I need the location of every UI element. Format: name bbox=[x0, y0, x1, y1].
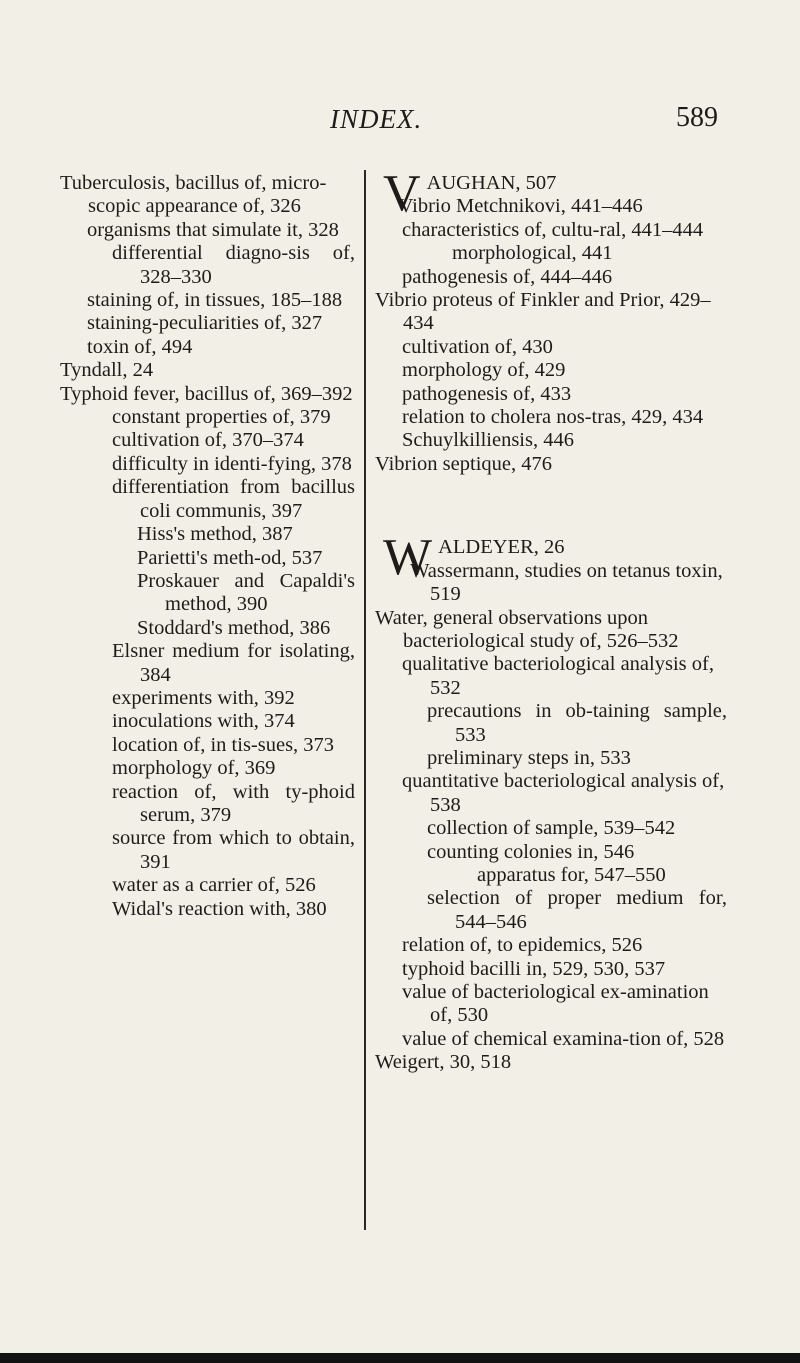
index-entry-text: source from which to obtain, 391 bbox=[112, 827, 355, 873]
index-entry-text: toxin of, 494 bbox=[87, 335, 193, 358]
index-entry-text: Tyndall, 24 bbox=[60, 359, 154, 382]
index-entry bbox=[60, 781, 355, 828]
index-entry-text: constant properties of, 379 bbox=[112, 406, 331, 429]
index-entry-text: organisms that simulate it, 328 bbox=[87, 218, 339, 241]
index-entry-text: morphology of, 369 bbox=[112, 757, 276, 780]
index-entry-text: inoculations with, 374 bbox=[112, 710, 295, 733]
index-entry bbox=[375, 864, 727, 887]
index-entry bbox=[60, 406, 355, 429]
index-entry-text: Typhoid fever, bacillus of, 369–392 bbox=[60, 382, 353, 405]
index-entry bbox=[60, 898, 355, 921]
index-entry bbox=[60, 289, 355, 312]
index-entry bbox=[60, 429, 355, 452]
index-entry-text: preliminary steps in, 533 bbox=[427, 746, 631, 769]
index-entry bbox=[375, 195, 727, 218]
index-column-left bbox=[60, 172, 355, 921]
index-entry bbox=[375, 406, 727, 429]
index-entry bbox=[60, 687, 355, 710]
index-entry bbox=[375, 383, 727, 406]
index-entry-text: staining of, in tissues, 185–188 bbox=[87, 289, 343, 312]
index-entry-text: counting colonies in, 546 bbox=[427, 840, 635, 863]
index-entry bbox=[60, 219, 355, 242]
index-entry bbox=[375, 1051, 727, 1074]
index-entry bbox=[375, 359, 727, 382]
index-entry-text: difficulty in identi-fying, 378 bbox=[112, 452, 352, 475]
index-entry bbox=[60, 523, 355, 546]
index-entry-text: Vibrion septique, 476 bbox=[375, 452, 552, 475]
index-entry-text: value of chemical examina-tion of, 528 bbox=[402, 1027, 725, 1050]
index-entry bbox=[375, 453, 727, 476]
index-entry-text: water as a carrier of, 526 bbox=[112, 874, 316, 897]
index-entry bbox=[375, 429, 727, 452]
index-entry-text: Schuylkilliensis, 446 bbox=[402, 429, 574, 452]
index-entry bbox=[60, 242, 355, 289]
index-entry-text: pathogenesis of, 433 bbox=[402, 382, 572, 405]
index-entry-text: precautions in ob-taining sample, 533 bbox=[427, 700, 727, 746]
index-entry bbox=[375, 817, 727, 840]
index-entry-text: Vibrio Metchnikovi, 441–446 bbox=[398, 195, 643, 218]
index-column-right bbox=[375, 165, 727, 1075]
index-entry bbox=[60, 827, 355, 874]
drop-cap: W bbox=[383, 529, 433, 587]
index-entry-text: relation of, to epidemics, 526 bbox=[402, 934, 643, 957]
index-entry bbox=[375, 219, 727, 242]
index-entry-text: Stoddard's method, 386 bbox=[137, 616, 331, 639]
index-entry-text: cultivation of, 370–374 bbox=[112, 429, 304, 452]
index-entry-text: staining-peculiarities of, 327 bbox=[87, 312, 323, 335]
scan-bottom-edge bbox=[0, 1353, 800, 1363]
index-entry-text: cultivation of, 430 bbox=[402, 335, 553, 358]
index-entry-text: characteristics of, cultu-ral, 441–444 bbox=[402, 218, 704, 241]
index-entry bbox=[375, 266, 727, 289]
index-entry-text: Tuberculosis, bacillus of, micro-scopic appearance of, 326 bbox=[60, 172, 327, 218]
index-entry bbox=[60, 359, 355, 382]
index-entry bbox=[60, 757, 355, 780]
index-entry-text: differential diagno-sis of, 328–330 bbox=[112, 242, 355, 288]
index-entry bbox=[60, 734, 355, 757]
index-entry bbox=[375, 747, 727, 770]
index-entry bbox=[60, 476, 355, 523]
index-entry bbox=[60, 640, 355, 687]
index-entry-text: quantitative bacteriological analysis of, 538 bbox=[402, 770, 725, 816]
index-entry bbox=[60, 617, 355, 640]
index-entry-text: differentiation from bacillus coli communis, 397 bbox=[112, 476, 355, 522]
index-entry-text: reaction of, with ty-phoid serum, 379 bbox=[112, 780, 355, 826]
index-entry-text: ALDEYER, 26 bbox=[438, 536, 565, 559]
column-divider bbox=[364, 170, 366, 1230]
index-entry bbox=[60, 547, 355, 570]
index-entry-text: experiments with, 392 bbox=[112, 686, 295, 709]
index-entry bbox=[60, 453, 355, 476]
index-entry bbox=[60, 874, 355, 897]
index-entry bbox=[375, 841, 727, 864]
index-entry bbox=[375, 981, 727, 1028]
index-entry-text: morphological, 441 bbox=[452, 242, 613, 265]
index-entry bbox=[375, 887, 727, 934]
index-entry-text: Elsner medium for isolating, 384 bbox=[112, 640, 355, 686]
index-entry-text: Proskauer and Capaldi's method, 390 bbox=[137, 569, 355, 616]
index-entry bbox=[60, 383, 355, 406]
index-entry bbox=[60, 336, 355, 359]
index-entry-text: selection of proper medium for, 544–546 bbox=[427, 887, 727, 933]
index-entry bbox=[375, 958, 727, 981]
index-entry bbox=[375, 242, 727, 265]
index-entry-text: location of, in tis-sues, 373 bbox=[112, 733, 335, 756]
index-entry-text: Wassermann, studies on tetanus toxin, 519 bbox=[410, 559, 723, 606]
index-entry bbox=[375, 336, 727, 359]
index-entry bbox=[375, 700, 727, 747]
index-entry-text: Parietti's meth-od, 537 bbox=[137, 546, 323, 569]
index-entry bbox=[60, 710, 355, 733]
index-entry-text: AUGHAN, 507 bbox=[426, 172, 557, 194]
index-entry bbox=[375, 607, 727, 654]
index-entry bbox=[375, 653, 727, 700]
index-entry bbox=[60, 172, 355, 219]
drop-cap: V bbox=[383, 165, 421, 222]
index-entry-text: morphology of, 429 bbox=[402, 359, 566, 382]
index-entry-text: Vibrio proteus of Finkler and Prior, 429–434 bbox=[375, 289, 711, 335]
index-entry-text: Hiss's method, 387 bbox=[137, 523, 293, 546]
index-entry-text: collection of sample, 539–542 bbox=[427, 817, 676, 840]
index-entry-text: Widal's reaction with, 380 bbox=[112, 897, 327, 920]
index-entry bbox=[375, 934, 727, 957]
index-entry bbox=[60, 312, 355, 335]
index-entry-text: pathogenesis of, 444–446 bbox=[402, 265, 613, 288]
index-entry-text: typhoid bacilli in, 529, 530, 537 bbox=[402, 957, 666, 980]
page-number: 589 bbox=[676, 102, 718, 133]
index-entry-text: Weigert, 30, 518 bbox=[375, 1051, 512, 1074]
index-entry-text: value of bacteriological ex-amination of, 530 bbox=[402, 981, 709, 1027]
index-entry bbox=[375, 289, 727, 336]
index-entry-text: Water, general observations upon bacteriological study of, 526–532 bbox=[375, 606, 679, 652]
index-entry-text: apparatus for, 547–550 bbox=[477, 863, 666, 886]
index-entry bbox=[375, 770, 727, 817]
running-head: INDEX. bbox=[330, 104, 423, 134]
index-entry bbox=[60, 570, 355, 617]
index-entry-text: qualitative bacteriological analysis of, 532 bbox=[402, 653, 714, 699]
index-entry-text: relation to cholera nos-tras, 429, 434 bbox=[402, 406, 704, 429]
index-entry bbox=[375, 1028, 727, 1051]
